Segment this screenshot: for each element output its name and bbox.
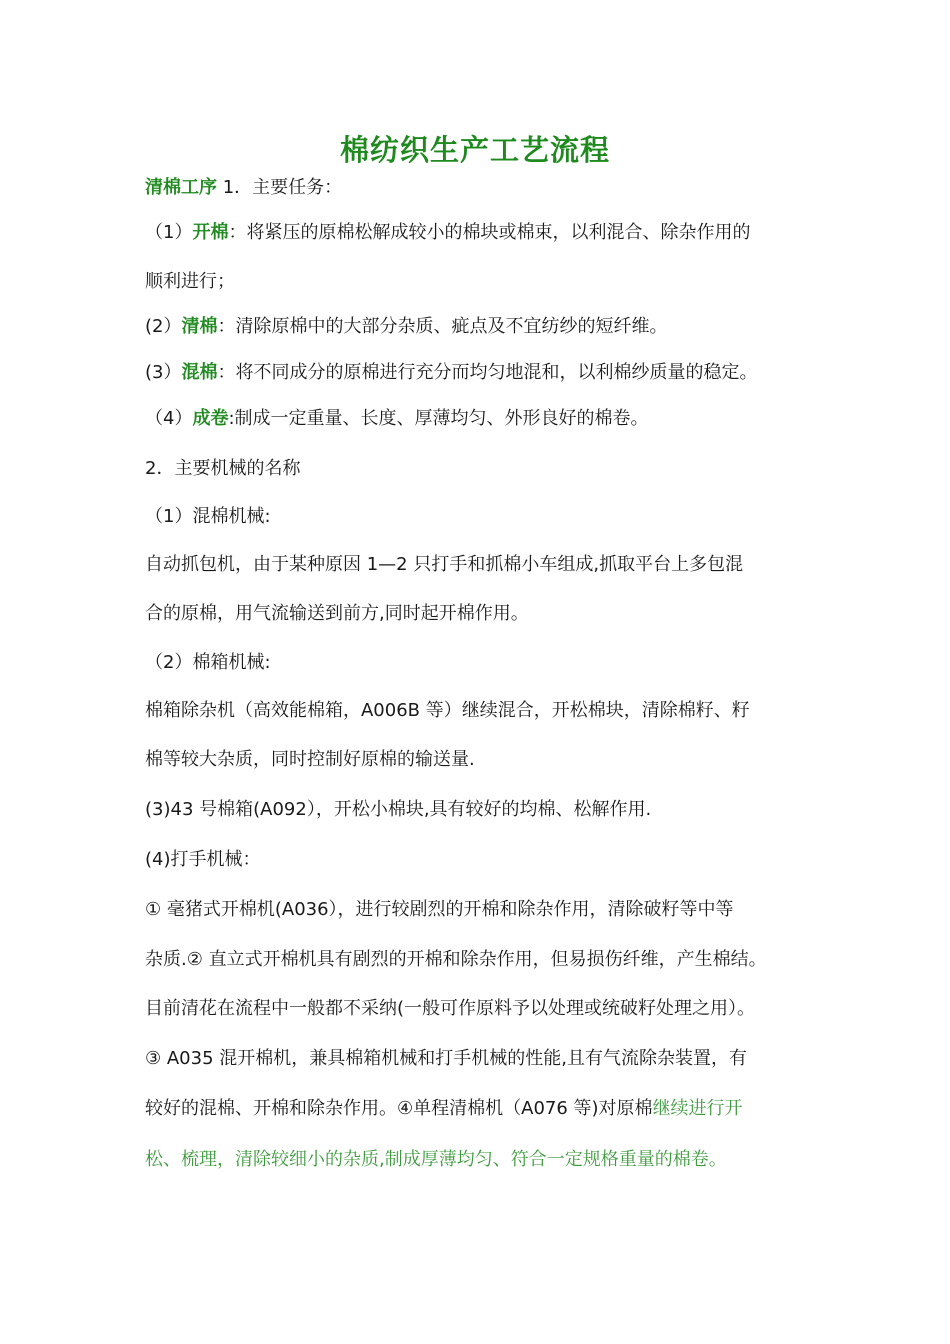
line-text: :制成一定重量、长度、厚薄均匀、外形良好的棉卷。 bbox=[228, 408, 649, 429]
paragraph-line bbox=[145, 798, 651, 822]
item-number: (2） bbox=[145, 316, 182, 337]
term-highlight: 开棉 bbox=[192, 222, 229, 243]
term-highlight: 清棉 bbox=[181, 316, 218, 337]
line-text: 顺利进行； bbox=[145, 271, 235, 292]
item-number: (3） bbox=[145, 362, 182, 383]
document-title: 棉纺织生产工艺流程 bbox=[339, 133, 610, 167]
item-number: （4） bbox=[145, 408, 193, 429]
paragraph-line bbox=[145, 553, 743, 577]
paragraph-line bbox=[145, 361, 757, 385]
line-text: 2．主要机械的名称 bbox=[145, 458, 301, 479]
line-text: ：将不同成分的原棉进行充分而均匀地混和，以利棉纱质量的稳定。 bbox=[217, 362, 758, 383]
line-text: ：将紧压的原棉松解成较小的棉块或棉束，以利混合、除杂作用的 bbox=[228, 222, 751, 243]
line-text: (4)打手机械： bbox=[145, 849, 261, 870]
highlighted-text: 继续进行开 bbox=[652, 1098, 743, 1119]
paragraph-line bbox=[145, 898, 734, 922]
line-text: ③ A035 混开棉机，兼具棉箱机械和打手机械的性能,且有气流除杂装置，有 bbox=[145, 1048, 747, 1069]
paragraph-line bbox=[145, 457, 300, 481]
paragraph-line bbox=[145, 407, 649, 431]
highlighted-text: 松、梳理，清除较细小的杂质,制成厚薄均匀、符合一定规格重量的棉卷。 bbox=[145, 1149, 727, 1170]
paragraph-line bbox=[145, 221, 750, 245]
line-text: (3)43 号棉箱(A092），开松小棉块,具有较好的均棉、松解作用. bbox=[145, 799, 652, 820]
paragraph-line bbox=[145, 176, 342, 200]
line-text: （1）混棉机械: bbox=[145, 506, 271, 527]
line-text: 目前清花在流程中一般都不采纳(一般可作原料予以处理或统破籽处理之用）。 bbox=[145, 998, 756, 1019]
item-number: （1） bbox=[145, 222, 193, 243]
line-text: 棉等较大杂质，同时控制好原棉的输送量. bbox=[145, 749, 475, 770]
line-text: 较好的混棉、开棉和除杂作用。④单程清棉机（A076 等)对原棉 bbox=[145, 1098, 653, 1119]
line-text: 杂质.② 直立式开棉机具有剧烈的开棉和除杂作用，但易损伤纤维，产生棉结。 bbox=[145, 949, 767, 970]
paragraph-line bbox=[145, 1148, 727, 1172]
paragraph-line bbox=[145, 315, 667, 339]
paragraph-line bbox=[145, 848, 261, 872]
line-text: ：清除原棉中的大部分杂质、疵点及不宜纺纱的短纤维。 bbox=[217, 316, 668, 337]
paragraph-line bbox=[145, 270, 235, 294]
section-heading: 清棉工序 bbox=[145, 177, 217, 198]
paragraph-line bbox=[145, 505, 271, 529]
paragraph-line bbox=[145, 602, 529, 626]
paragraph-line bbox=[145, 1097, 743, 1121]
paragraph-line bbox=[145, 948, 767, 972]
line-text: （2）棉箱机械: bbox=[145, 652, 271, 673]
line-text: ① 毫猪式开棉机(A036），进行较剧烈的开棉和除杂作用，清除破籽等中等 bbox=[145, 899, 734, 920]
paragraph-line bbox=[145, 1047, 747, 1071]
paragraph-line bbox=[145, 997, 755, 1021]
paragraph-line bbox=[145, 699, 750, 723]
paragraph-line bbox=[145, 748, 475, 772]
line-text: 1．主要任务： bbox=[217, 177, 343, 198]
paragraph-line bbox=[145, 651, 271, 675]
line-text: 合的原棉，用气流输送到前方,同时起开棉作用。 bbox=[145, 603, 529, 624]
line-text: 棉箱除杂机（高效能棉箱，A006B 等）继续混合，开松棉块，清除棉籽、籽 bbox=[145, 700, 750, 721]
line-text: 自动抓包机，由于某种原因 1—2 只打手和抓棉小车组成,抓取平台上多包混 bbox=[145, 554, 744, 575]
term-highlight: 混棉 bbox=[181, 362, 218, 383]
term-highlight: 成卷 bbox=[192, 408, 229, 429]
